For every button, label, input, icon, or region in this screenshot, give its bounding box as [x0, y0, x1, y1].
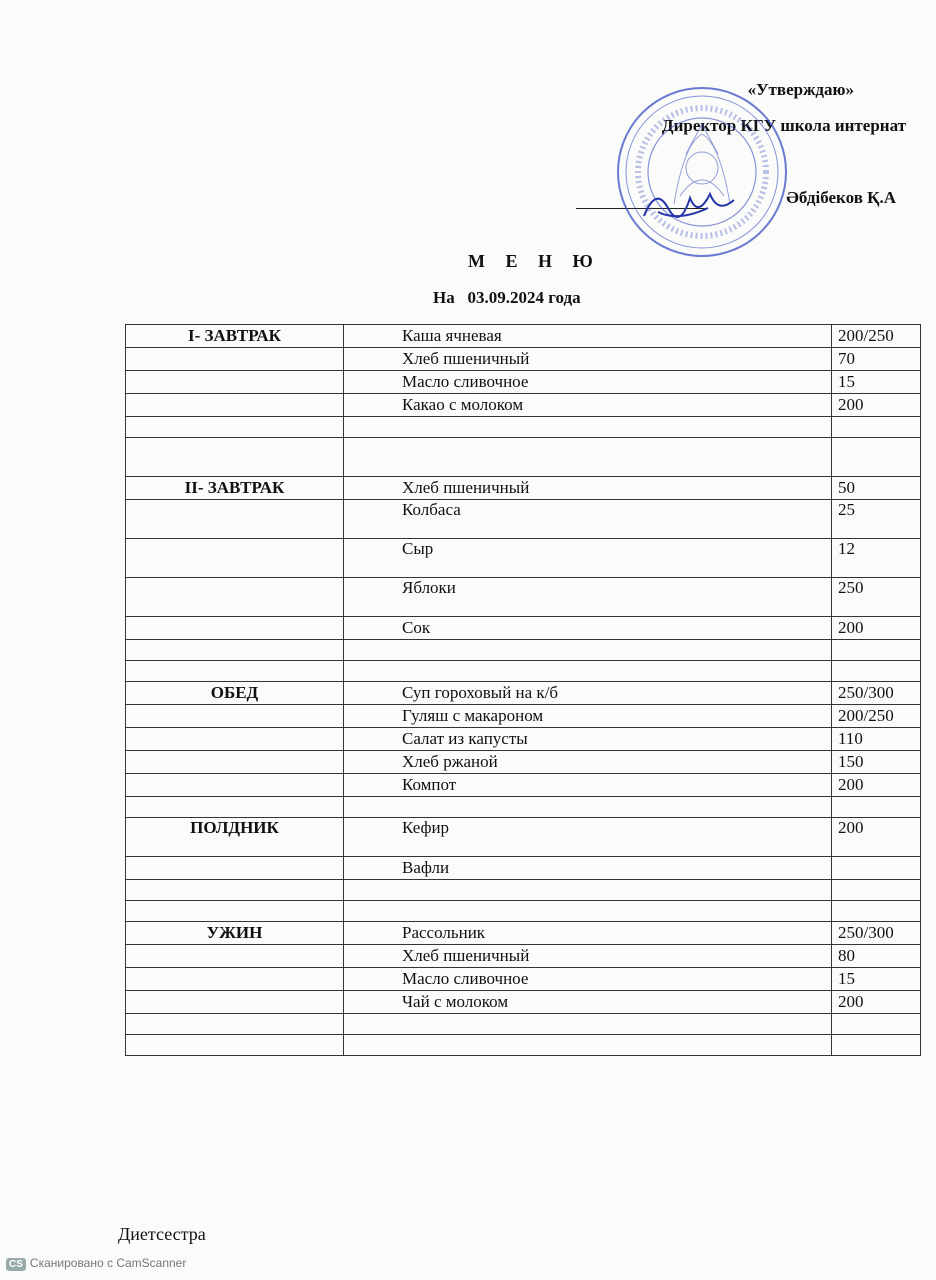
approval-heading: «Утверждаю»	[747, 80, 854, 99]
dish-name: Хлеб пшеничный	[344, 348, 832, 371]
table-row	[126, 857, 921, 880]
table-row	[126, 578, 921, 617]
dish-quantity: 200	[832, 991, 921, 1014]
dish-name: Компот	[344, 774, 832, 797]
empty-cell	[126, 991, 344, 1014]
dish-name: Каша ячневая	[344, 325, 832, 348]
dish-name: Хлеб пшеничный	[344, 477, 832, 500]
dish-name: Хлеб ржаной	[344, 751, 832, 774]
empty-row	[126, 1035, 921, 1056]
dish-quantity: 250/300	[832, 922, 921, 945]
empty-row	[126, 797, 921, 818]
table-row	[126, 728, 921, 751]
table-row	[126, 500, 921, 539]
dish-name: Кефир	[344, 818, 832, 857]
dish-quantity: 70	[832, 348, 921, 371]
page-title: М Е Н Ю	[468, 251, 601, 271]
dish-quantity: 15	[832, 968, 921, 991]
empty-row	[126, 901, 921, 922]
table-row	[126, 705, 921, 728]
dish-quantity: 200/250	[832, 705, 921, 728]
empty-cell	[126, 394, 344, 417]
table-row	[126, 945, 921, 968]
dish-name: Гуляш с макароном	[344, 705, 832, 728]
table-row	[126, 682, 921, 705]
round-seal-stamp	[614, 84, 790, 260]
dietitian-signature-label: Диетсестра	[118, 1224, 206, 1244]
table-row	[126, 991, 921, 1014]
table-row	[126, 539, 921, 578]
table-row	[126, 922, 921, 945]
empty-cell	[126, 857, 344, 880]
dish-quantity: 50	[832, 477, 921, 500]
empty-cell	[126, 539, 344, 578]
meal-label-snack: ПОЛДНИК	[126, 818, 344, 857]
table-row	[126, 968, 921, 991]
dish-quantity: 200/250	[832, 325, 921, 348]
dish-name: Сыр	[344, 539, 832, 578]
table-row	[126, 325, 921, 348]
dish-quantity: 250	[832, 578, 921, 617]
dish-quantity: 12	[832, 539, 921, 578]
table-row	[126, 774, 921, 797]
menu-date: На 03.09.2024 года	[433, 288, 581, 307]
dish-quantity: 250/300	[832, 682, 921, 705]
table-row	[126, 751, 921, 774]
empty-row	[126, 438, 921, 477]
empty-cell	[126, 705, 344, 728]
empty-cell	[126, 945, 344, 968]
table-row	[126, 477, 921, 500]
camscanner-logo-icon: CS	[6, 1258, 26, 1271]
scanner-watermark	[6, 1256, 186, 1271]
dish-quantity: 15	[832, 371, 921, 394]
dish-quantity: 200	[832, 774, 921, 797]
dish-name: Колбаса	[344, 500, 832, 539]
dish-quantity: 200	[832, 818, 921, 857]
dish-quantity: 110	[832, 728, 921, 751]
meal-label-breakfast1: I- ЗАВТРАК	[126, 325, 344, 348]
dish-name: Какао с молоком	[344, 394, 832, 417]
dish-name: Салат из капусты	[344, 728, 832, 751]
menu-table	[125, 324, 921, 1056]
empty-row	[126, 661, 921, 682]
approval-position: Директор КГУ школа интернат	[661, 116, 906, 135]
empty-row	[126, 640, 921, 661]
dish-quantity: 150	[832, 751, 921, 774]
empty-cell	[126, 348, 344, 371]
empty-cell	[126, 774, 344, 797]
dish-quantity: 200	[832, 394, 921, 417]
dish-name: Рассольник	[344, 922, 832, 945]
meal-label-breakfast2: II- ЗАВТРАК	[126, 477, 344, 500]
dish-name: Суп гороховый на к/б	[344, 682, 832, 705]
empty-row	[126, 1014, 921, 1035]
table-row	[126, 617, 921, 640]
empty-row	[126, 880, 921, 901]
empty-cell	[126, 578, 344, 617]
dish-name: Хлеб пшеничный	[344, 945, 832, 968]
dish-quantity: 80	[832, 945, 921, 968]
dish-quantity	[832, 857, 921, 880]
dish-name: Масло сливочное	[344, 371, 832, 394]
signature-scribble	[638, 178, 748, 228]
table-row	[126, 394, 921, 417]
empty-cell	[126, 500, 344, 539]
dish-name: Вафли	[344, 857, 832, 880]
dish-name: Сок	[344, 617, 832, 640]
dish-quantity: 200	[832, 617, 921, 640]
dish-quantity: 25	[832, 500, 921, 539]
empty-cell	[126, 968, 344, 991]
table-row	[126, 371, 921, 394]
meal-label-dinner: УЖИН	[126, 922, 344, 945]
empty-cell	[126, 371, 344, 394]
table-row	[126, 348, 921, 371]
empty-cell	[126, 617, 344, 640]
empty-cell	[126, 728, 344, 751]
dish-name: Чай с молоком	[344, 991, 832, 1014]
dish-name: Масло сливочное	[344, 968, 832, 991]
scanner-note: Сканировано с CamScanner	[29, 1256, 187, 1270]
empty-cell	[126, 751, 344, 774]
empty-row	[126, 417, 921, 438]
meal-label-lunch: ОБЕД	[126, 682, 344, 705]
table-row	[126, 818, 921, 857]
approval-name: Әбдібеков Қ.А	[786, 188, 896, 207]
dish-name: Яблоки	[344, 578, 832, 617]
